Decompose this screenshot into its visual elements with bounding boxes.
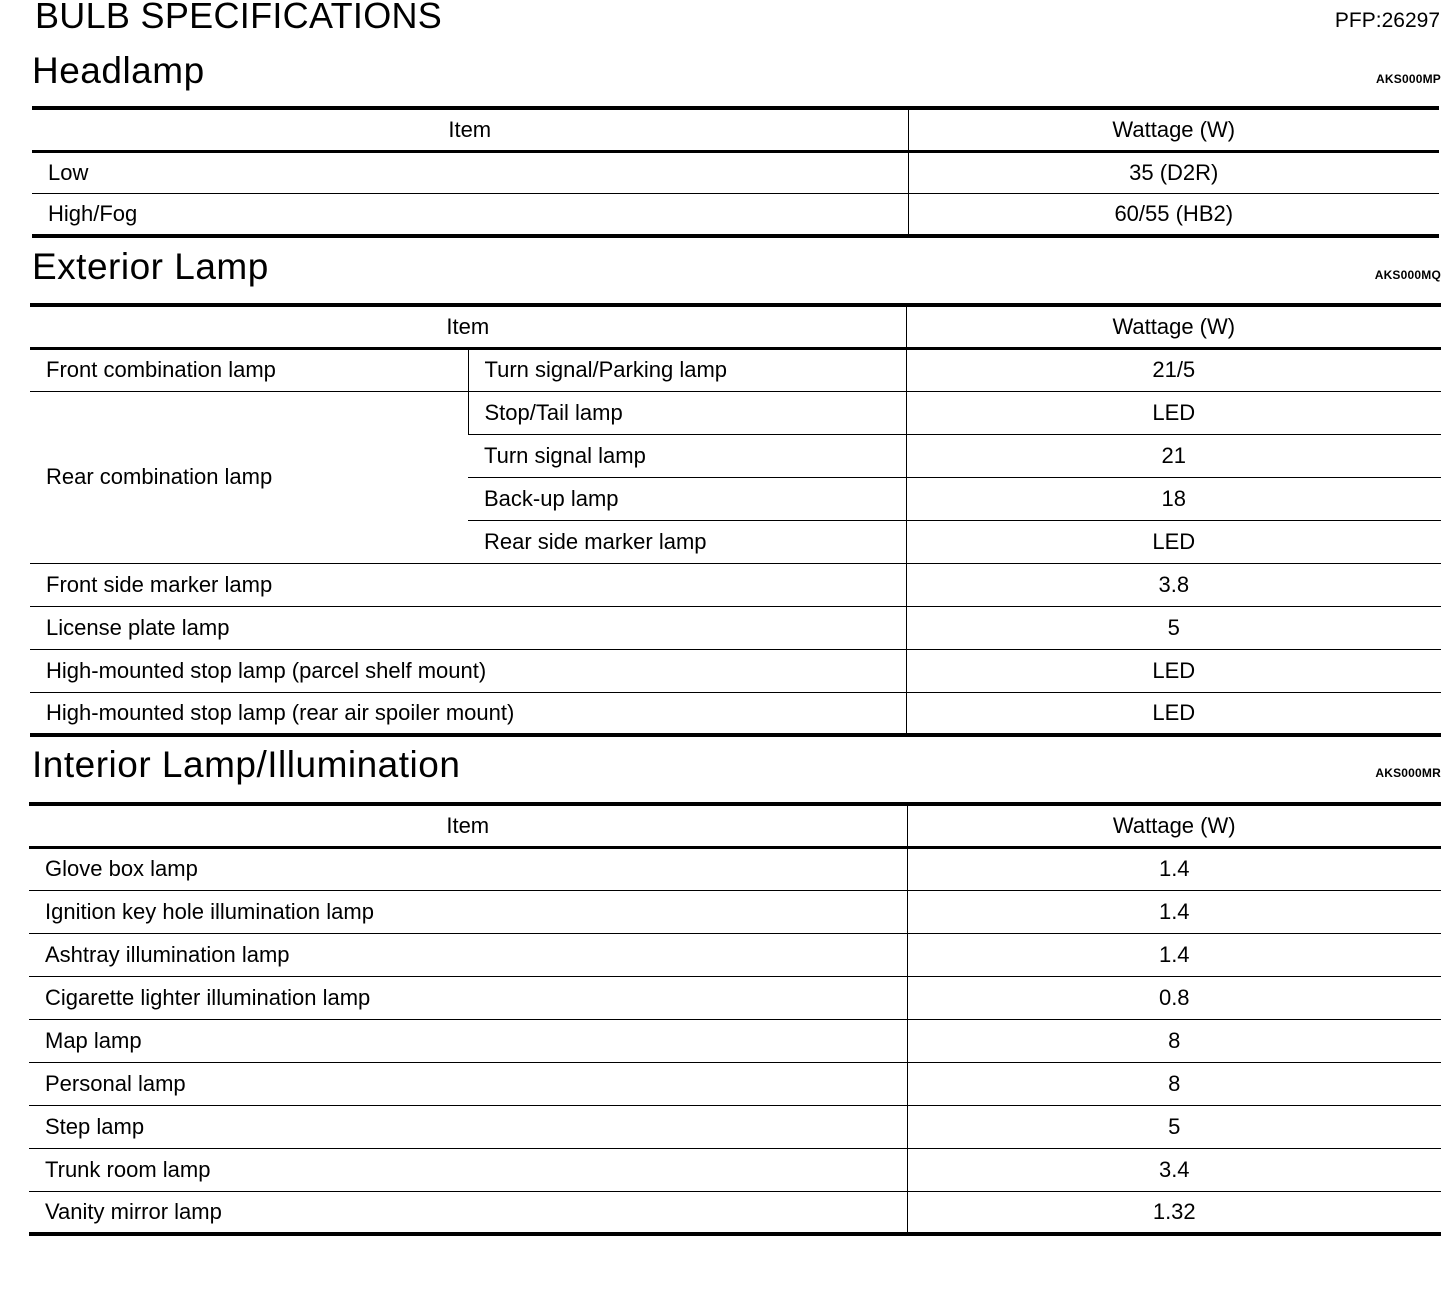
sub-item-cell: Turn signal/Parking lamp bbox=[468, 348, 906, 391]
table-row bbox=[29, 1062, 1441, 1105]
wattage-cell: 5 bbox=[906, 606, 1441, 649]
wattage-cell: 21/5 bbox=[906, 348, 1441, 391]
item-cell: Step lamp bbox=[29, 1105, 907, 1148]
sub-item-cell: Stop/Tail lamp bbox=[468, 391, 906, 434]
table-header-row bbox=[30, 305, 1441, 348]
wattage-cell: 60/55 (HB2) bbox=[908, 193, 1439, 236]
item-cell: Ashtray illumination lamp bbox=[29, 933, 907, 976]
item-cell: Glove box lamp bbox=[45, 856, 198, 881]
item-cell: Map lamp bbox=[29, 1019, 907, 1062]
table-row bbox=[29, 1191, 1441, 1234]
wattage-cell: 0.8 bbox=[907, 976, 1441, 1019]
item-cell: Cigarette lighter illumination lamp bbox=[29, 976, 907, 1019]
wattage-cell: 21 bbox=[906, 434, 1441, 477]
wattage-cell: 3.4 bbox=[907, 1148, 1441, 1191]
headlamp-table bbox=[32, 106, 1439, 238]
item-cell: Personal lamp bbox=[29, 1062, 907, 1105]
table-row bbox=[29, 1105, 1441, 1148]
item-cell: High-mounted stop lamp (parcel shelf mount) bbox=[30, 649, 906, 692]
table-header-row bbox=[32, 108, 1439, 151]
table-row bbox=[29, 1148, 1441, 1191]
column-header-wattage: Wattage (W) bbox=[908, 108, 1439, 151]
item-cell: High-mounted stop lamp (rear air spoiler mount) bbox=[30, 692, 906, 735]
item-cell: Front combination lamp bbox=[46, 357, 276, 382]
wattage-cell: 35 (D2R) bbox=[908, 151, 1439, 193]
column-header-wattage: Wattage (W) bbox=[907, 804, 1441, 847]
column-header-item: Item bbox=[30, 305, 906, 348]
exterior-section-code: AKS000MQ bbox=[1374, 268, 1441, 282]
table-row bbox=[29, 933, 1441, 976]
item-cell: Vanity mirror lamp bbox=[29, 1191, 907, 1234]
item-cell: License plate lamp bbox=[30, 606, 906, 649]
document-code: PFP:26297 bbox=[1334, 9, 1440, 32]
column-header-item: Item bbox=[32, 108, 908, 151]
table-row bbox=[30, 348, 1441, 391]
exterior-section-title: Exterior Lamp bbox=[32, 246, 269, 287]
sub-item-cell: Back-up lamp bbox=[468, 477, 906, 520]
table-row bbox=[30, 563, 1441, 606]
table-row bbox=[30, 391, 1441, 434]
table-row bbox=[30, 649, 1441, 692]
wattage-cell: LED bbox=[906, 391, 1441, 434]
table-row bbox=[29, 890, 1441, 933]
wattage-cell: 8 bbox=[907, 1019, 1441, 1062]
wattage-cell: 1.32 bbox=[907, 1191, 1441, 1234]
wattage-cell: LED bbox=[906, 520, 1441, 563]
wattage-cell: 18 bbox=[906, 477, 1441, 520]
item-cell: Rear combination lamp bbox=[30, 391, 468, 563]
interior-table bbox=[29, 802, 1441, 1236]
wattage-cell: 1.4 bbox=[907, 847, 1441, 890]
item-cell: Low bbox=[48, 159, 89, 185]
item-cell: High/Fog bbox=[32, 193, 908, 236]
wattage-cell: 5 bbox=[907, 1105, 1441, 1148]
wattage-cell: 1.4 bbox=[907, 933, 1441, 976]
wattage-cell: 1.4 bbox=[907, 890, 1441, 933]
table-row bbox=[32, 151, 1439, 193]
wattage-cell: LED bbox=[906, 692, 1441, 735]
sub-item-cell: Rear side marker lamp bbox=[468, 520, 906, 563]
table-row bbox=[29, 976, 1441, 1019]
document-title: BULB SPECIFICATIONS bbox=[35, 0, 443, 36]
table-row bbox=[30, 606, 1441, 649]
sub-item-cell: Turn signal lamp bbox=[468, 434, 906, 477]
table-row bbox=[30, 692, 1441, 735]
headlamp-section-code: AKS000MP bbox=[1376, 72, 1441, 86]
item-cell: Ignition key hole illumination lamp bbox=[29, 890, 907, 933]
table-row bbox=[29, 847, 1441, 890]
wattage-cell: 8 bbox=[907, 1062, 1441, 1105]
table-row bbox=[29, 1019, 1441, 1062]
interior-section-code: AKS000MR bbox=[1375, 766, 1441, 780]
exterior-table bbox=[30, 303, 1441, 737]
table-header-row bbox=[29, 804, 1441, 847]
interior-section-title: Interior Lamp/Illumination bbox=[32, 744, 461, 785]
table-row bbox=[32, 193, 1439, 236]
wattage-cell: 3.8 bbox=[906, 563, 1441, 606]
column-header-item: Item bbox=[29, 804, 907, 847]
item-cell: Front side marker lamp bbox=[30, 563, 906, 606]
headlamp-section-title: Headlamp bbox=[32, 50, 205, 91]
column-header-wattage: Wattage (W) bbox=[906, 305, 1441, 348]
item-cell: Trunk room lamp bbox=[29, 1148, 907, 1191]
wattage-cell: LED bbox=[906, 649, 1441, 692]
